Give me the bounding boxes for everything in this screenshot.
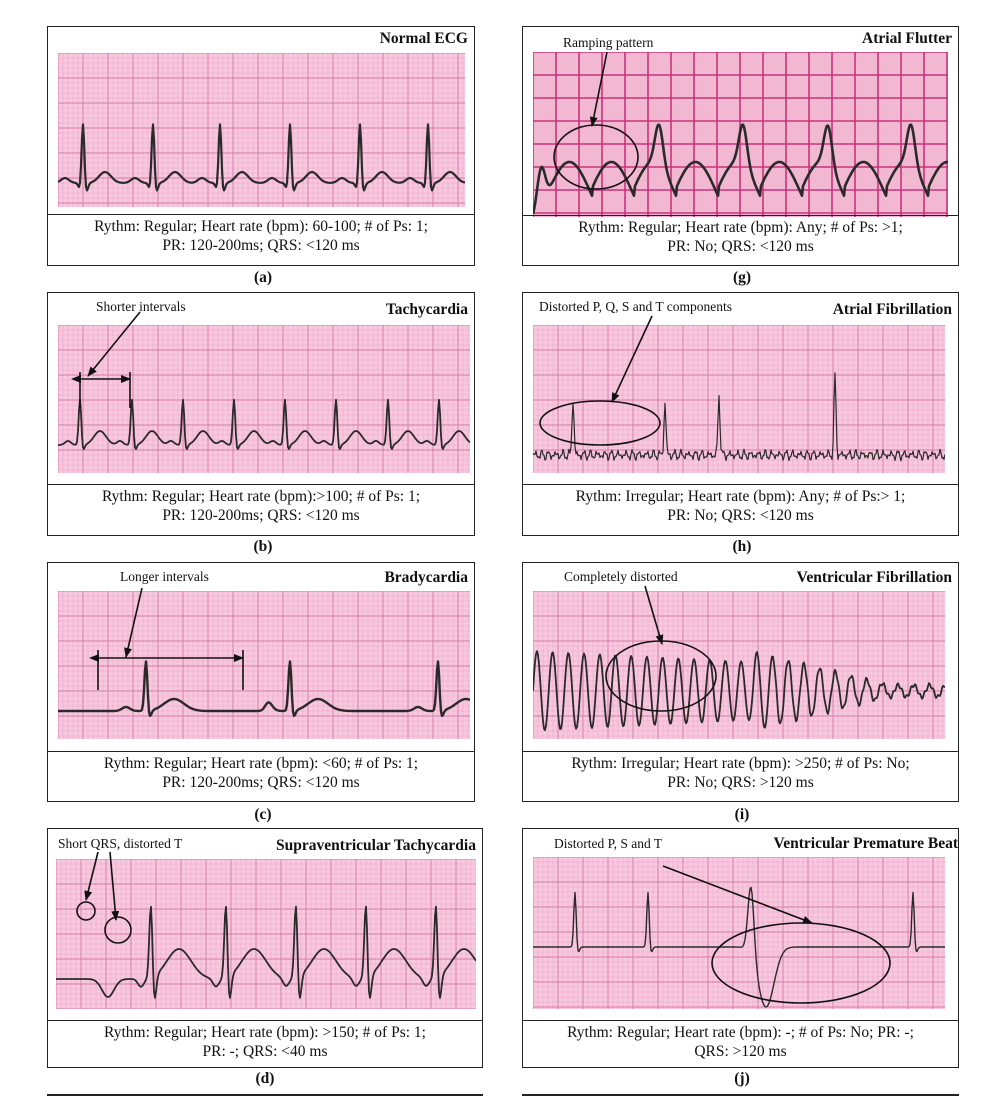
panel-title: Atrial Flutter: [862, 30, 952, 47]
caption-line-2: QRS: >120 ms: [694, 1043, 787, 1060]
panel-caption: [523, 484, 958, 535]
panel-label: (a): [253, 269, 273, 286]
panel-supraventricular-tachycardia: [47, 828, 483, 1068]
caption-line-2: PR: No; QRS: <120 ms: [667, 507, 814, 524]
caption-line-1: Rythm: Irregular; Heart rate (bpm): >250; # of Ps: No;: [571, 755, 910, 772]
caption-line-2: PR: 120-200ms; QRS: <120 ms: [162, 507, 360, 524]
panel-title: Ventricular Fibrillation: [796, 569, 952, 586]
ecg-grid: [58, 325, 470, 473]
panel-caption: [523, 1020, 958, 1067]
annotation-longer-intervals: Longer intervals: [120, 569, 209, 584]
caption-line-1: Rythm: Regular; Heart rate (bpm): 60-100; # of Ps: 1;: [94, 218, 428, 235]
panel-caption: [48, 751, 474, 801]
panel-label: (j): [734, 1070, 750, 1087]
ecg-grid: [58, 53, 465, 207]
caption-line-1: Rythm: Irregular; Heart rate (bpm): Any; # of Ps:> 1;: [575, 488, 906, 505]
annotation-distorted-pqst: Distorted P, Q, S and T components: [539, 299, 733, 314]
panel-atrial-fibrillation: [522, 292, 959, 536]
panel-title: Supraventricular Tachycardia: [276, 837, 476, 854]
panel-title: Bradycardia: [384, 569, 468, 586]
panel-caption: [48, 214, 474, 265]
ecg-strip: [533, 857, 945, 1009]
panel-label: (c): [254, 806, 272, 823]
panel-ventricular-premature-beat: [522, 828, 959, 1068]
panel-title: Tachycardia: [385, 301, 468, 318]
annotation-completely-distorted: Completely distorted: [564, 569, 678, 584]
annotation-short-qrs: Short QRS, distorted T: [58, 836, 183, 851]
panel-label: (g): [732, 269, 752, 286]
panel-normal-ecg: [47, 26, 475, 266]
ecg-strip: [58, 325, 470, 473]
panel-caption: [48, 1020, 482, 1067]
next-panel-edge: [522, 1094, 959, 1096]
annotation-ramping-pattern: Ramping pattern: [563, 35, 654, 50]
panel-atrial-flutter: [522, 26, 959, 266]
panel-label: (i): [734, 806, 750, 823]
caption-line-2: PR: No; QRS: >120 ms: [667, 774, 814, 791]
panel-caption: [48, 484, 474, 535]
ecg-strip: [58, 591, 470, 739]
caption-line-1: Rythm: Regular; Heart rate (bpm):>100; # of Ps: 1;: [101, 488, 421, 505]
ecg-strip: [533, 52, 948, 217]
panel-tachycardia: [47, 292, 475, 536]
caption-line-1: Rythm: Regular; Heart rate (bpm): Any; # of Ps: >1;: [578, 219, 903, 236]
panel-caption: [523, 215, 958, 265]
panel-title: Normal ECG: [379, 30, 468, 47]
panel-label: (d): [255, 1070, 275, 1087]
ecg-grid: [533, 857, 945, 1009]
ecg-strip: [58, 53, 465, 207]
caption-line-1: Rythm: Regular; Heart rate (bpm): <60; # of Ps: 1;: [103, 755, 419, 772]
panel-label: (b): [253, 538, 273, 555]
annotation-shorter-intervals: Shorter intervals: [96, 299, 186, 314]
caption-line-1: Rythm: Regular; Heart rate (bpm): >150; # of Ps: 1;: [104, 1024, 426, 1041]
caption-line-2: PR: 120-200ms; QRS: <120 ms: [162, 774, 360, 791]
panel-caption: [523, 751, 958, 801]
panel-bradycardia: [47, 562, 475, 802]
caption-line-2: PR: -; QRS: <40 ms: [202, 1043, 328, 1060]
annotation-distorted-pst: Distorted P, S and T: [554, 836, 663, 851]
caption-line-2: PR: 120-200ms; QRS: <120 ms: [162, 237, 360, 254]
ecg-grid: [58, 591, 470, 739]
panel-title: Ventricular Premature Beat: [773, 835, 958, 852]
panel-ventricular-fibrillation: [522, 562, 959, 802]
caption-line-2: PR: No; QRS: <120 ms: [667, 238, 814, 255]
ecg-strip: [56, 859, 476, 1009]
caption-line-1: Rythm: Regular; Heart rate (bpm): -; # of Ps: No; PR: -;: [567, 1024, 914, 1041]
ecg-grid: [56, 859, 476, 1009]
ecg-strip: [533, 591, 945, 739]
panel-label: (h): [732, 538, 752, 555]
panel-title: Atrial Fibrillation: [832, 301, 952, 318]
next-panel-edge: [47, 1094, 483, 1096]
ecg-strip: [533, 325, 945, 473]
